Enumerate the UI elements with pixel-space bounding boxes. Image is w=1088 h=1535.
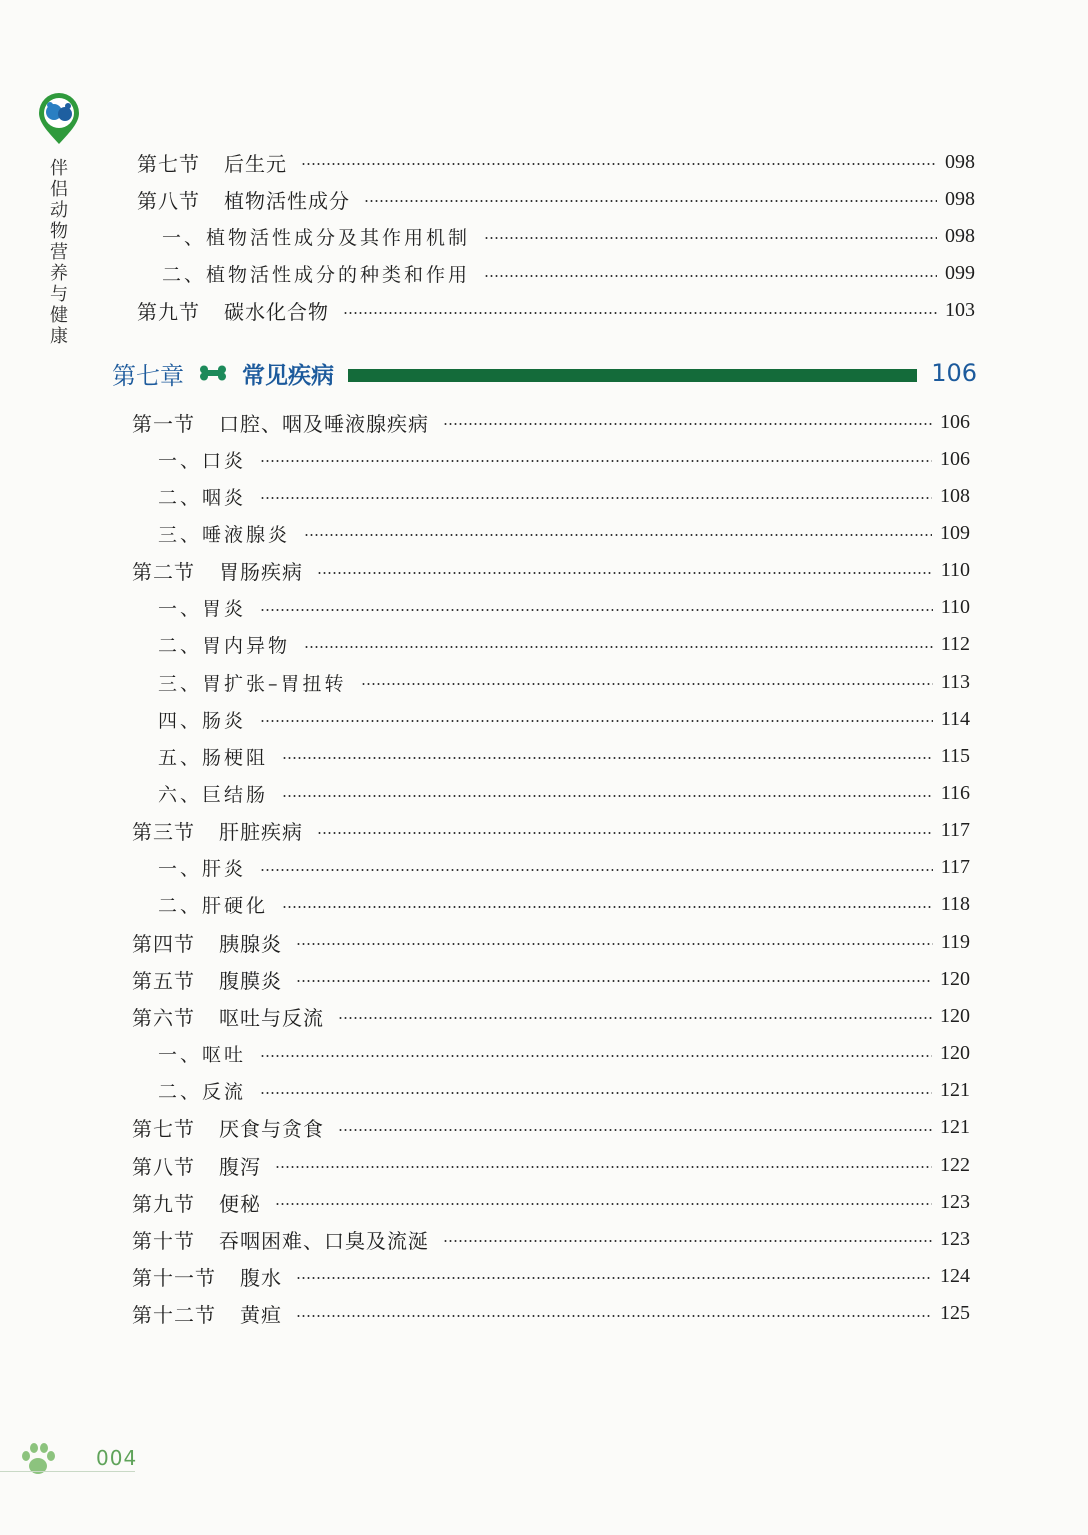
- toc-page-number: 120: [940, 1004, 970, 1027]
- toc-title: 肝炎: [202, 858, 247, 881]
- toc-page-number: 121: [940, 1116, 970, 1139]
- dot-leader: [443, 423, 932, 425]
- dot-leader: [317, 832, 933, 834]
- toc-title: 黄疸: [240, 1303, 282, 1328]
- dot-leader: [317, 572, 933, 574]
- toc-title: 腹泻: [219, 1154, 261, 1179]
- toc-title: 腹水: [240, 1265, 282, 1290]
- dot-leader: [296, 943, 933, 945]
- toc-subentry: [158, 591, 970, 625]
- toc-label: 第九节: [132, 1191, 195, 1216]
- bone-icon: [198, 365, 228, 381]
- toc-entry: [132, 1259, 970, 1293]
- chapter-bar: [348, 369, 917, 382]
- toc-page-number: 109: [940, 521, 970, 544]
- dot-leader: [361, 683, 933, 685]
- toc-label: 二、: [158, 635, 203, 658]
- toc-entry: [132, 925, 970, 959]
- toc-subentry: [158, 479, 970, 513]
- dot-leader: [260, 869, 933, 871]
- toc-page-number: 106: [940, 410, 970, 433]
- toc-page-number: 098: [945, 150, 975, 173]
- toc-page-number: 113: [940, 670, 970, 693]
- toc-label: 二、: [158, 895, 203, 918]
- toc-page-number: 098: [945, 187, 975, 210]
- toc-title: 便秘: [219, 1191, 261, 1216]
- toc-label: 一、: [158, 858, 203, 881]
- toc-label: 第二节: [132, 560, 195, 585]
- toc-label: 四、: [158, 709, 203, 732]
- toc-title: 植物活性成分的种类和作用: [206, 264, 471, 287]
- toc-label: 第三节: [132, 820, 195, 845]
- dot-leader: [282, 906, 933, 908]
- toc-page-number: 110: [940, 596, 970, 619]
- toc-title: 呕吐与反流: [219, 1005, 324, 1030]
- toc-subentry: [158, 665, 970, 699]
- dot-leader: [338, 1017, 932, 1019]
- toc-title: 巨结肠: [202, 784, 269, 806]
- toc-subentry: [158, 516, 970, 550]
- toc-title: 胃内异物: [202, 635, 291, 658]
- toc-page-number: 117: [940, 856, 970, 879]
- toc-page-number: 123: [940, 1190, 970, 1213]
- toc-entry: [132, 814, 970, 848]
- spine: [36, 92, 86, 347]
- chapter-page: 106: [931, 359, 977, 387]
- chapter-heading: [112, 355, 977, 391]
- logo-icon: [36, 92, 82, 146]
- toc-title: 口腔、咽及唾液腺疾病: [219, 411, 429, 436]
- toc-entry: [137, 145, 975, 179]
- toc-page-number: 121: [940, 1079, 970, 1102]
- toc-page-number: 122: [940, 1153, 970, 1176]
- toc-entry: [132, 1185, 970, 1219]
- toc-title: 呕吐: [202, 1044, 247, 1067]
- toc-page-number: 124: [940, 1264, 970, 1287]
- toc-title: 咽炎: [202, 486, 247, 509]
- chapter-title: 常见疾病: [242, 362, 334, 389]
- toc-label: 第七节: [137, 151, 200, 176]
- dot-leader: [304, 646, 933, 648]
- toc-label: 第七节: [132, 1117, 195, 1142]
- toc-page-number: 103: [945, 299, 975, 322]
- toc-label: 二、: [162, 264, 207, 287]
- toc-subentry: [158, 628, 970, 662]
- toc-title: 肠梗阻: [202, 746, 269, 769]
- toc-entry: [137, 294, 975, 328]
- toc-label: 第九节: [137, 300, 200, 325]
- dot-leader: [260, 720, 933, 722]
- dot-leader: [304, 534, 932, 536]
- dot-leader: [338, 1129, 932, 1131]
- toc-label: 第一节: [132, 411, 195, 436]
- toc-page-number: 098: [945, 224, 975, 247]
- toc-title: 反流: [202, 1081, 247, 1104]
- toc-title: 肝硬化: [202, 895, 269, 918]
- toc-page-number: 108: [940, 484, 970, 507]
- toc-entry: [132, 962, 970, 996]
- toc-title: 厌食与贪食: [219, 1117, 324, 1142]
- toc-title: 口炎: [202, 449, 247, 472]
- toc-title: 唾液腺炎: [202, 523, 291, 546]
- dot-leader: [260, 609, 933, 611]
- toc-label: 二、: [158, 1081, 203, 1104]
- toc-subentry: [158, 442, 970, 476]
- toc-label: 六、: [158, 784, 203, 806]
- toc-label: 第六节: [132, 1005, 195, 1030]
- toc-label: 第四节: [132, 931, 195, 956]
- dot-leader: [301, 163, 937, 165]
- dot-leader: [260, 497, 932, 499]
- dot-leader: [296, 980, 932, 982]
- dot-leader: [484, 275, 937, 277]
- toc-entry: [132, 1222, 970, 1256]
- dot-leader: [260, 1092, 932, 1094]
- toc-page-number: 099: [945, 262, 975, 285]
- toc-title: 碳水化合物: [224, 300, 329, 325]
- toc-label: 第八节: [132, 1154, 195, 1179]
- toc-title: 胃肠疾病: [219, 560, 303, 585]
- toc-label: 一、: [158, 1044, 203, 1067]
- toc-label: 第八节: [137, 188, 200, 213]
- toc-label: 三、: [158, 523, 203, 546]
- toc-label: 一、: [158, 598, 203, 621]
- dot-leader: [343, 312, 937, 314]
- dot-leader: [275, 1166, 932, 1168]
- toc-label: 五、: [158, 746, 203, 769]
- toc-subentry: [162, 219, 975, 253]
- dot-leader: [364, 200, 937, 202]
- toc-page-number: 114: [940, 707, 970, 730]
- toc-title: 吞咽困难、口臭及流涎: [219, 1228, 429, 1253]
- toc-subentry: [158, 702, 970, 736]
- toc-entry: [137, 182, 975, 216]
- toc-label: 第十节: [132, 1228, 195, 1253]
- spine-title: 伴 侣 动 物 营 养 与 健 康: [50, 158, 68, 347]
- toc-page-number: 116: [940, 782, 970, 804]
- toc-entry: [132, 405, 970, 439]
- toc-entry: [132, 554, 970, 588]
- toc-title: 植物活性成分: [224, 188, 350, 213]
- toc-page-number: 106: [940, 447, 970, 470]
- toc-subentry: [158, 1074, 970, 1108]
- toc-page-number: 110: [940, 559, 970, 582]
- toc-page-number: 112: [940, 633, 970, 656]
- dot-leader: [260, 1055, 932, 1057]
- toc-title: 肠炎: [202, 709, 247, 732]
- toc-title: 肝脏疾病: [219, 820, 303, 845]
- dot-leader: [443, 1240, 932, 1242]
- dot-leader: [296, 1315, 932, 1317]
- toc-page-number: 120: [940, 967, 970, 990]
- toc-title: 胰腺炎: [219, 931, 282, 956]
- toc-page-number: 119: [940, 930, 970, 953]
- toc-entry: [132, 1111, 970, 1145]
- toc-subentry: [162, 257, 975, 291]
- footer-line: [0, 1471, 135, 1472]
- toc-title: 植物活性成分及其作用机制: [206, 226, 471, 249]
- toc-title: 胃炎: [202, 598, 247, 621]
- toc-entry: [132, 999, 970, 1033]
- dot-leader: [282, 795, 933, 797]
- toc-title: 胃扩张–胃扭转: [202, 672, 347, 695]
- toc-label: 第五节: [132, 968, 195, 993]
- toc-label: 一、: [162, 226, 207, 249]
- toc-label: 三、: [158, 672, 203, 695]
- toc-title: 腹膜炎: [219, 968, 282, 993]
- chapter-label: 第七章: [112, 361, 184, 390]
- toc-entry: [132, 1148, 970, 1182]
- toc-page-number: 118: [940, 893, 970, 916]
- toc-page-number: 120: [940, 1042, 970, 1065]
- page-number: 004: [96, 1446, 138, 1470]
- dot-leader: [296, 1277, 932, 1279]
- toc-label: 一、: [158, 449, 203, 472]
- toc-subentry: [158, 851, 970, 885]
- toc-subentry: [158, 739, 970, 773]
- dot-leader: [282, 757, 933, 759]
- dot-leader: [484, 237, 937, 239]
- toc-label: 第十一节: [132, 1265, 216, 1290]
- paw-icon: [18, 1440, 58, 1480]
- toc-subentry: [158, 1037, 970, 1071]
- toc-label: 第十二节: [132, 1303, 216, 1328]
- dot-leader: [275, 1203, 932, 1205]
- toc-page-number: 117: [940, 819, 970, 842]
- toc-title: 后生元: [224, 151, 287, 176]
- toc-subentry: [158, 888, 970, 922]
- toc-entry: [132, 1297, 970, 1331]
- toc-page-number: 123: [940, 1227, 970, 1250]
- toc-page-number: 115: [940, 744, 970, 767]
- toc-subentry: [158, 777, 970, 811]
- dot-leader: [260, 460, 932, 462]
- toc-page-number: 125: [940, 1302, 970, 1325]
- toc-label: 二、: [158, 486, 203, 509]
